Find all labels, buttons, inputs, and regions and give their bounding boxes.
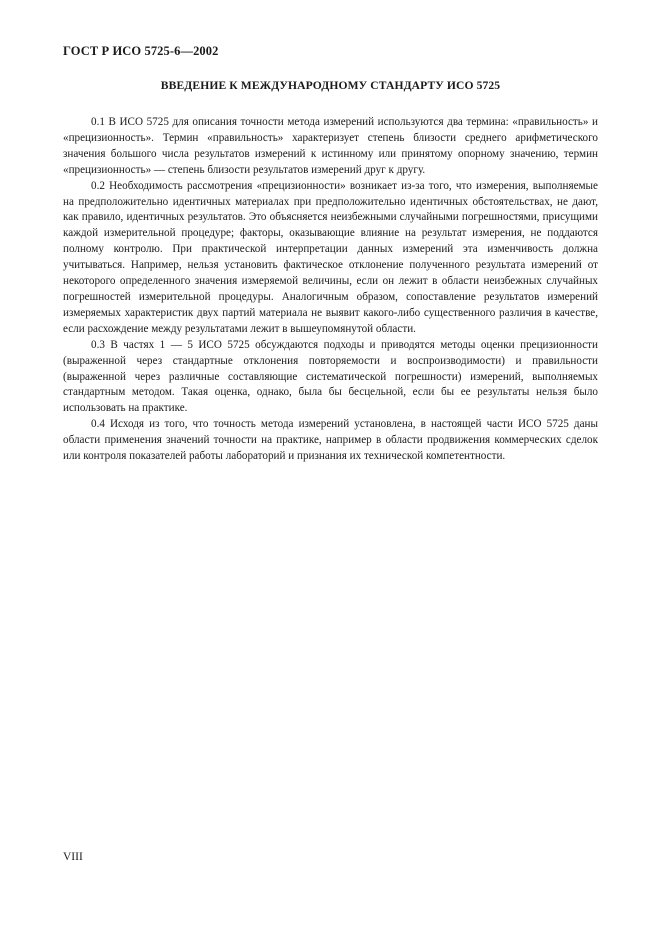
paragraph-0-3: 0.3 В частях 1 — 5 ИСО 5725 обсуждаются подходы и приводятся методы оценки прецизионности (выраженной через стандартные отклонения повторяемости и воспроизводимости) и правильности (выраженной через различные составляющие систематической погрешности) измерений, выполняемых стандартным методом. Такая оценка, однако, была бы бесцельной, если бы ее результаты нельзя было использовать на практике. [63, 338, 598, 415]
paragraph-0-1: 0.1 В ИСО 5725 для описания точности метода измерений используются два термина: «правильность» и «прецизионность». Термин «правильность» характеризует степень близости среднего арифметического значения большого числа результатов измерений к истинному или принятому опорному значению, термин «прецизионность» — степень близости результатов измерений друг к другу. [63, 116, 598, 176]
page-header-standard-code: ГОСТ Р ИСО 5725-6—2002 [63, 44, 219, 58]
paragraph-0-4: 0.4 Исходя из того, что точность метода измерений установлена, в настоящей части ИСО 5725 даны области применения значений точности на практике, например в области продвижения коммерческих сделок или контроля показателей работы лабораторий и признания их технической компетентности. [63, 418, 598, 463]
document-title: ВВЕДЕНИЕ К МЕЖДУНАРОДНОМУ СТАНДАРТУ ИСО 5725 [160, 79, 501, 92]
page-number: VIII [63, 851, 83, 863]
paragraph-0-2: 0.2 Необходимость рассмотрения «прецизионности» возникает из-за того, что измерения, выполняемые на предположительно идентичных материалах при предположительно идентичных обстоятельствах, не дают, как правило, идентичных результатов. Это объясняется неизбежными случайными погрешностями, присущими каждой измерительной процедуре; факторы, оказывающие влияние на результат измерения, не поддаются полному контролю. При практической интерпретации данных измерений эта изменчивость должна учитываться. Например, нельзя установить фактическое отклонение полученного результата измерений от некоторого определенного значения измеряемой величины, если он лежит в области неизбежных случайных погрешностей измерительной процедуры. Аналогичным образом, сопоставление результатов измерений измеряемых характеристик двух партий материала не выявит какого-либо существенного различия в качестве, если расхождение между результатами лежит в вышеупомянутой области. [63, 179, 598, 335]
body-text [63, 115, 598, 465]
